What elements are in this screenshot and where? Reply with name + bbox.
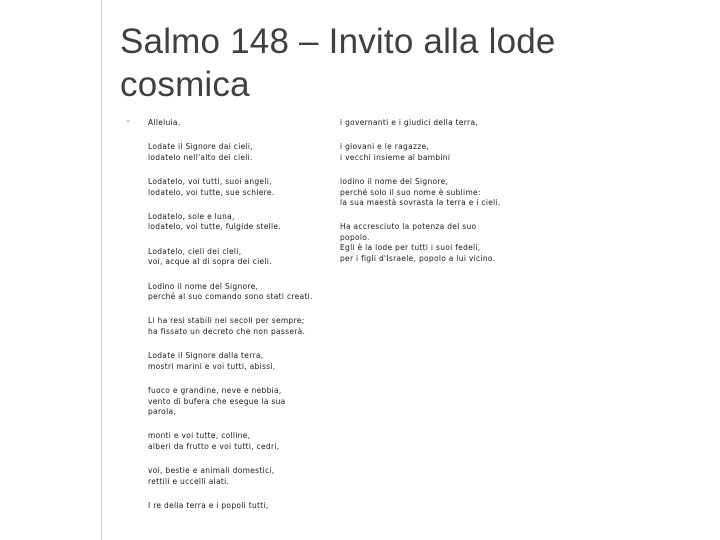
verse-line: popolo.	[340, 232, 370, 242]
verse-line: monti e voi tutte, colline,	[148, 431, 251, 441]
verse-line: Egli è la lode per tutti i suoi fedeli,	[340, 243, 481, 253]
verse-line: voi, acque al di sopra dei cieli.	[148, 257, 272, 267]
verse-line: lodatelo nell'alto dei cieli.	[148, 152, 253, 162]
verse-line: Lodatelo, sole e luna,	[148, 212, 235, 222]
verse-line: i vecchi insieme ai bambini	[340, 152, 451, 162]
psalm-stanza	[148, 212, 330, 233]
verse-line: i governanti e i giudici della terra,	[340, 118, 479, 127]
verse-line: vento di bufera che esegue la sua	[148, 396, 286, 406]
psalm-stanza	[148, 118, 330, 128]
verse-line: alberi da frutto e voi tutti, cedri,	[148, 441, 280, 451]
psalm-text-left-column	[148, 118, 330, 525]
verse-line: Lodate il Signore dalla terra,	[148, 351, 264, 361]
verse-line: I re della terra e i popoli tutti,	[148, 500, 269, 510]
verse-line: Lodino il nome del Signore,	[148, 281, 259, 291]
verse-line: Alleluia.	[148, 118, 181, 127]
verse-line: Lodatelo, voi tutti, suoi angeli,	[148, 177, 272, 187]
psalm-stanza	[340, 222, 510, 264]
verse-line: mostri marini e voi tutti, abissi,	[148, 361, 276, 371]
psalm-stanza	[340, 177, 510, 208]
verse-line: lodino il nome del Signore,	[340, 177, 449, 187]
psalm-stanza	[148, 142, 330, 163]
psalm-stanza	[148, 351, 330, 372]
verse-line: Lodatelo, cieli dei cieli,	[148, 246, 242, 256]
psalm-text-right-column	[340, 118, 510, 278]
verse-line: i giovani e le ragazze,	[340, 142, 430, 152]
psalm-stanza	[148, 501, 330, 511]
verse-line: lodatelo, voi tutte, sue schiere.	[148, 187, 275, 197]
psalm-stanza	[148, 466, 330, 487]
verse-line: parola,	[148, 406, 177, 416]
psalm-stanza	[148, 282, 330, 303]
verse-line: per i figli d'Israele, popolo a lui vicino.	[340, 253, 496, 263]
psalm-stanza	[148, 431, 330, 452]
verse-line: perché solo il suo nome è sublime:	[340, 187, 481, 197]
psalm-stanza	[148, 316, 330, 337]
slide-left-rule	[101, 0, 102, 540]
verse-line: lodatelo, voi tutte, fulgide stelle.	[148, 222, 281, 232]
psalm-stanza	[148, 177, 330, 198]
verse-line: voi, bestie e animali domestici,	[148, 466, 275, 476]
verse-line: ha fissato un decreto che non passerà.	[148, 326, 306, 336]
psalm-stanza	[148, 247, 330, 268]
slide-title: Salmo 148 – Invito alla lode cosmica	[120, 22, 556, 104]
verse-line: perché al suo comando sono stati creati.	[148, 292, 313, 302]
verse-line: Li ha resi stabili nei secoli per sempre;	[148, 316, 305, 326]
verse-line: Ha accresciuto la potenza del suo	[340, 222, 477, 232]
psalm-stanza	[340, 142, 510, 163]
verse-line: fuoco e grandine, neve e nebbia,	[148, 386, 282, 396]
verse-line: rettili e uccelli alati.	[148, 476, 230, 486]
verse-line: la sua maestà sovrasta la terra e i cieli.	[340, 198, 501, 208]
psalm-stanza	[148, 386, 330, 417]
verse-line: Lodate il Signore dai cieli,	[148, 142, 253, 152]
bullet-icon: ⁃	[126, 117, 130, 126]
psalm-stanza	[340, 118, 510, 128]
